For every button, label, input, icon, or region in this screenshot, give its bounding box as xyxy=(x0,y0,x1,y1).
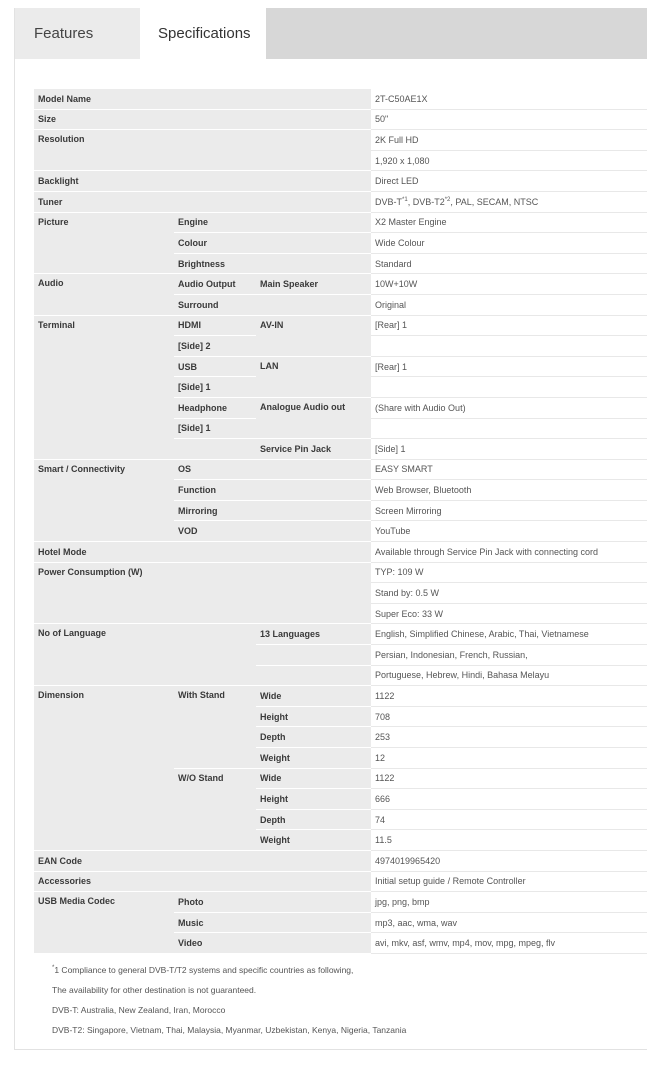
spec-sublabel: Weight xyxy=(256,748,371,769)
table-row xyxy=(34,171,647,192)
spec-value: Super Eco: 33 W xyxy=(371,603,647,624)
spec-label: Terminal xyxy=(34,315,174,459)
spec-sublabel: Surround xyxy=(174,294,371,315)
spec-value: [Rear] 1 xyxy=(371,356,647,377)
spec-value: Wide Colour xyxy=(371,233,647,254)
footnote-marker: * xyxy=(52,965,55,971)
spec-value: [Rear] 1 xyxy=(371,315,647,336)
spec-sublabel: 13 Languages xyxy=(256,624,371,645)
table-row xyxy=(34,542,647,563)
table-row xyxy=(34,89,647,109)
spec-value: Standard xyxy=(371,253,647,274)
table-row xyxy=(34,562,647,583)
spec-label: Picture xyxy=(34,212,174,274)
table-row xyxy=(34,130,647,151)
spec-sublabel: [Side] 1 xyxy=(174,377,256,398)
spec-label: EAN Code xyxy=(34,850,371,871)
spec-value: Available through Service Pin Jack with connecting cord xyxy=(371,542,647,563)
spec-panel xyxy=(14,8,647,1050)
spec-sublabel: Main Speaker xyxy=(256,274,371,295)
table-row xyxy=(34,850,647,871)
spec-sublabel: Analogue Audio out xyxy=(256,397,371,438)
spec-sublabel: LAN xyxy=(256,356,371,397)
spec-sublabel: Height xyxy=(256,706,371,727)
spec-label: Resolution xyxy=(34,130,371,171)
spec-value: EASY SMART xyxy=(371,459,647,480)
spec-value: 1122 xyxy=(371,768,647,789)
spec-value: 2K Full HD xyxy=(371,130,647,151)
spec-sublabel: Depth xyxy=(256,727,371,748)
spec-value: 1122 xyxy=(371,686,647,707)
spec-sublabel: Engine xyxy=(174,212,371,233)
spec-label: Backlight xyxy=(34,171,371,192)
spec-value: 1,920 x 1,080 xyxy=(371,150,647,171)
spec-value: 10W+10W xyxy=(371,274,647,295)
spec-value xyxy=(371,336,647,357)
table-row xyxy=(34,892,647,913)
spec-sublabel: HDMI xyxy=(174,315,256,336)
spec-value: Screen Mirroring xyxy=(371,500,647,521)
footnote-line xyxy=(52,958,642,980)
table-row xyxy=(34,274,647,295)
spec-value xyxy=(371,377,647,398)
spec-label: Power Consumption (W) xyxy=(34,562,371,624)
spec-sublabel: USB xyxy=(174,356,256,377)
spec-sublabel: Wide xyxy=(256,686,371,707)
table-row xyxy=(34,871,647,892)
spec-label: Accessories xyxy=(34,871,371,892)
spec-value xyxy=(371,418,647,439)
spec-sublabel: Photo xyxy=(174,892,371,913)
spec-label: Hotel Mode xyxy=(34,542,371,563)
table-row xyxy=(34,624,647,645)
footnote-line: DVB-T: Australia, New Zealand, Iran, Morocco xyxy=(52,1005,226,1016)
tuner-part: , PAL, SECAM, NTSC xyxy=(450,196,539,207)
spec-sublabel: [Side] 2 xyxy=(174,336,256,357)
spec-sublabel: Weight xyxy=(256,830,371,851)
spec-label: Audio xyxy=(34,274,174,315)
tuner-part: DVB-T xyxy=(375,196,403,207)
spec-sublabel: AV-IN xyxy=(256,315,371,356)
spec-sublabel xyxy=(256,645,371,666)
spec-sublabel: Audio Output xyxy=(174,274,256,295)
spec-sublabel: With Stand xyxy=(174,686,256,768)
spec-value: jpg, png, bmp xyxy=(371,892,647,913)
table-row xyxy=(34,686,647,707)
spec-value: 253 xyxy=(371,727,647,748)
spec-sublabel: W/O Stand xyxy=(174,768,256,850)
tuner-part: , DVB-T2 xyxy=(407,196,445,207)
footnote-marker: *2 xyxy=(444,196,451,203)
spec-table xyxy=(34,89,647,954)
spec-label: Size xyxy=(34,109,371,130)
spec-label: USB Media Codec xyxy=(34,892,174,954)
tab-bar xyxy=(15,8,647,59)
spec-value: X2 Master Engine xyxy=(371,212,647,233)
footnote-line: The availability for other destination is not guaranteed. xyxy=(52,985,257,996)
table-row xyxy=(34,315,647,336)
spec-sublabel: OS xyxy=(174,459,371,480)
spec-sublabel: Music xyxy=(174,912,371,933)
spec-sublabel: Mirroring xyxy=(174,500,371,521)
footnote-marker: *1 xyxy=(402,196,408,203)
spec-value: 708 xyxy=(371,706,647,727)
spec-value: Stand by: 0.5 W xyxy=(371,583,647,604)
spec-value: Initial setup guide / Remote Controller xyxy=(371,871,647,892)
table-row xyxy=(34,191,647,212)
spec-value: Original xyxy=(371,294,647,315)
spec-value: TYP: 109 W xyxy=(371,562,647,583)
spec-sublabel: Wide xyxy=(256,768,371,789)
spec-value: 11.5 xyxy=(371,830,647,851)
spec-label: Smart / Connectivity xyxy=(34,459,174,541)
spec-value xyxy=(371,191,647,212)
spec-label: Model Name xyxy=(34,89,371,109)
spec-value: YouTube xyxy=(371,521,647,542)
spec-value: Persian, Indonesian, French, Russian, xyxy=(371,645,647,666)
spec-value: Direct LED xyxy=(371,171,647,192)
table-row xyxy=(34,212,647,233)
spec-value: 4974019965420 xyxy=(371,850,647,871)
spec-sublabel xyxy=(174,439,256,460)
footnotes xyxy=(52,958,642,1041)
spec-value: (Share with Audio Out) xyxy=(371,397,647,418)
footnote-line: DVB-T2: Singapore, Vietnam, Thai, Malaysia, Myanmar, Uzbekistan, Kenya, Nigeria, Tanzania xyxy=(52,1025,407,1036)
spec-value: 74 xyxy=(371,809,647,830)
spec-label: Tuner xyxy=(34,191,371,212)
spec-sublabel: Brightness xyxy=(174,253,371,274)
spec-value: avi, mkv, asf, wmv, mp4, mov, mpg, mpeg, flv xyxy=(371,933,647,954)
spec-value: 666 xyxy=(371,789,647,810)
spec-sublabel xyxy=(256,665,371,686)
spec-value: mp3, aac, wma, wav xyxy=(371,912,647,933)
spec-value: Web Browser, Bluetooth xyxy=(371,480,647,501)
spec-sublabel: Video xyxy=(174,933,371,954)
spec-value: [Side] 1 xyxy=(371,439,647,460)
spec-sublabel: Depth xyxy=(256,809,371,830)
spec-sublabel: Colour xyxy=(174,233,371,254)
spec-value: Portuguese, Hebrew, Hindi, Bahasa Melayu xyxy=(371,665,647,686)
table-row xyxy=(34,109,647,130)
spec-value: 12 xyxy=(371,748,647,769)
spec-label: No of Language xyxy=(34,624,256,686)
tab-features[interactable]: Features xyxy=(15,8,140,59)
table-row xyxy=(34,459,647,480)
spec-value: 2T-C50AE1X xyxy=(371,89,647,109)
spec-sublabel: Height xyxy=(256,789,371,810)
spec-sublabel: VOD xyxy=(174,521,371,542)
spec-sublabel: [Side] 1 xyxy=(174,418,256,439)
footnote-text: 1 Compliance to general DVB-T/T2 systems and specific countries as following, xyxy=(54,964,354,975)
spec-sublabel: Function xyxy=(174,480,371,501)
spec-value: English, Simplified Chinese, Arabic, Thai, Vietnamese xyxy=(371,624,647,645)
spec-value: 50" xyxy=(371,109,647,130)
spec-sublabel: Service Pin Jack xyxy=(256,439,371,460)
spec-label: Dimension xyxy=(34,686,174,851)
tab-specifications[interactable]: Specifications xyxy=(140,8,266,59)
spec-sublabel: Headphone xyxy=(174,397,256,418)
